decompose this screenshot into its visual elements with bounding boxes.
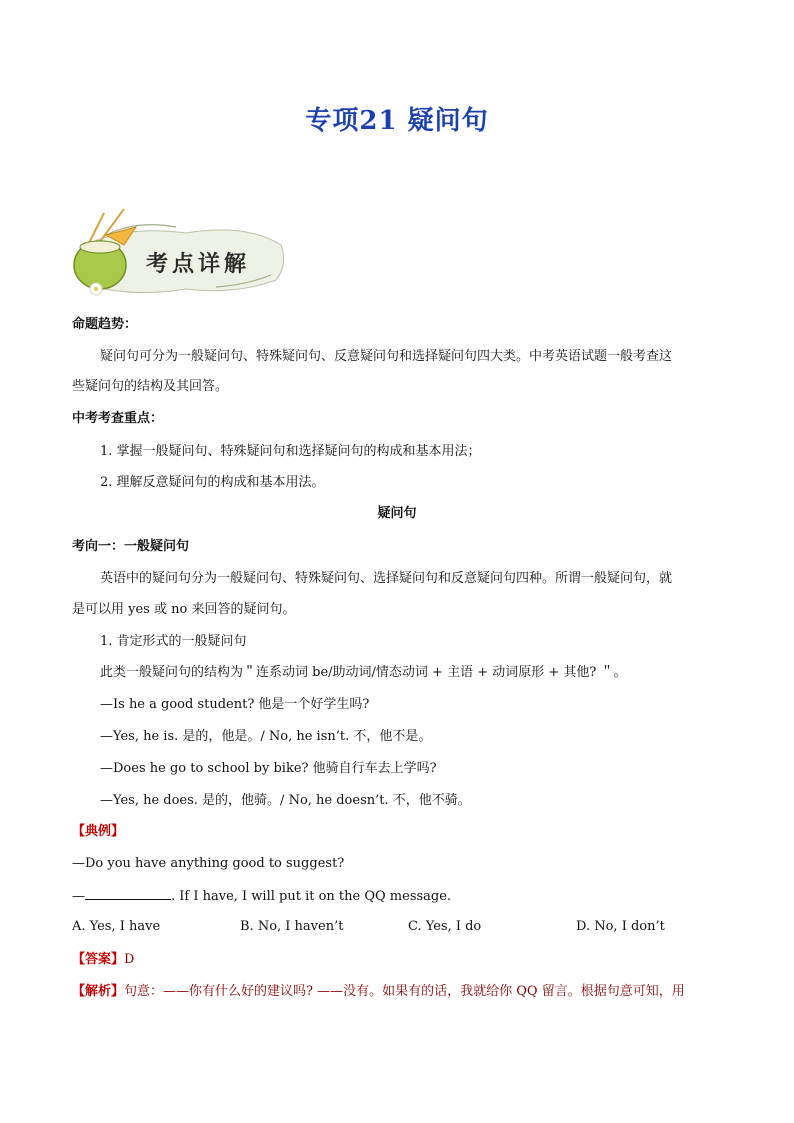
answer-line <box>72 951 134 969</box>
direction1-subheading: 1. 肯定形式的一般疑问句 <box>100 634 247 649</box>
focus-item-2: 2. 理解反意疑问句的构成和基本用法。 <box>100 475 325 490</box>
trend-paragraph-line2: 些疑问句的结构及其回答。 <box>72 379 229 394</box>
trend-paragraph-line1: 疑问句可分为一般疑问句、特殊疑问句、反意疑问句和选择疑问句四大类。中考英语试题一般考查这 <box>100 349 673 364</box>
section-title: 疑问句 <box>377 506 417 521</box>
example-line-1: —Is he a good student? 他是一个好学生吗? <box>100 697 370 712</box>
answer-tag: 【答案】 <box>72 952 125 967</box>
page-title: 专项21 疑问句 <box>305 106 489 136</box>
example-line-2: —Yes, he is. 是的，他是。/ No, he isn’t. 不，他不是。 <box>100 729 432 744</box>
analysis-text: 句意：——你有什么好的建议吗? ——没有。如果有的话，我就给你 QQ 留言。根据句意可知，用 <box>124 984 685 999</box>
direction1-paragraph-line2: 是可以用 yes 或 no 来回答的疑问句。 <box>72 602 296 617</box>
analysis-line <box>72 983 685 1001</box>
answer-value: D <box>124 952 135 967</box>
example-line-3: —Does he go to school by bike? 他骑自行车去上学吗? <box>100 761 437 776</box>
example-line-4: —Yes, he does. 是的，他骑。/ No, he doesn’t. 不，他不骑。 <box>100 793 471 808</box>
trend-heading: 命题趋势： <box>72 317 138 332</box>
structure-description: 此类一般疑问句的结构为＂连系动词 be/助动词/情态动词 + 主语 + 动词原形 + 其他? ＂。 <box>100 665 627 680</box>
option-d: D. No, I don’t <box>576 919 665 934</box>
answer-rest: . If I have, I will put it on the QQ message. <box>171 889 452 904</box>
example-tag: 【典例】 <box>72 824 125 839</box>
direction1-heading: 考向一：一般疑问句 <box>72 539 190 554</box>
answer-dash: — <box>72 889 85 904</box>
focus-heading: 中考考查重点： <box>72 411 164 426</box>
option-c: C. Yes, I do <box>408 919 482 934</box>
section-banner <box>66 205 288 305</box>
answer-blank <box>85 887 171 900</box>
example-question: —Do you have anything good to suggest? <box>72 856 345 871</box>
option-b: B. No, I haven’t <box>240 919 344 934</box>
example-answer-line <box>72 887 451 906</box>
focus-item-1: 1. 掌握一般疑问句、特殊疑问句和选择疑问句的构成和基本用法； <box>100 444 481 459</box>
analysis-tag: 【解析】 <box>72 984 125 999</box>
banner-label: 考点详解 <box>146 251 251 277</box>
option-a: A. Yes, I have <box>72 919 161 934</box>
direction1-paragraph-line1: 英语中的疑问句分为一般疑问句、特殊疑问句、选择疑问句和反意疑问句四种。所谓一般疑问句，就 <box>100 571 673 586</box>
